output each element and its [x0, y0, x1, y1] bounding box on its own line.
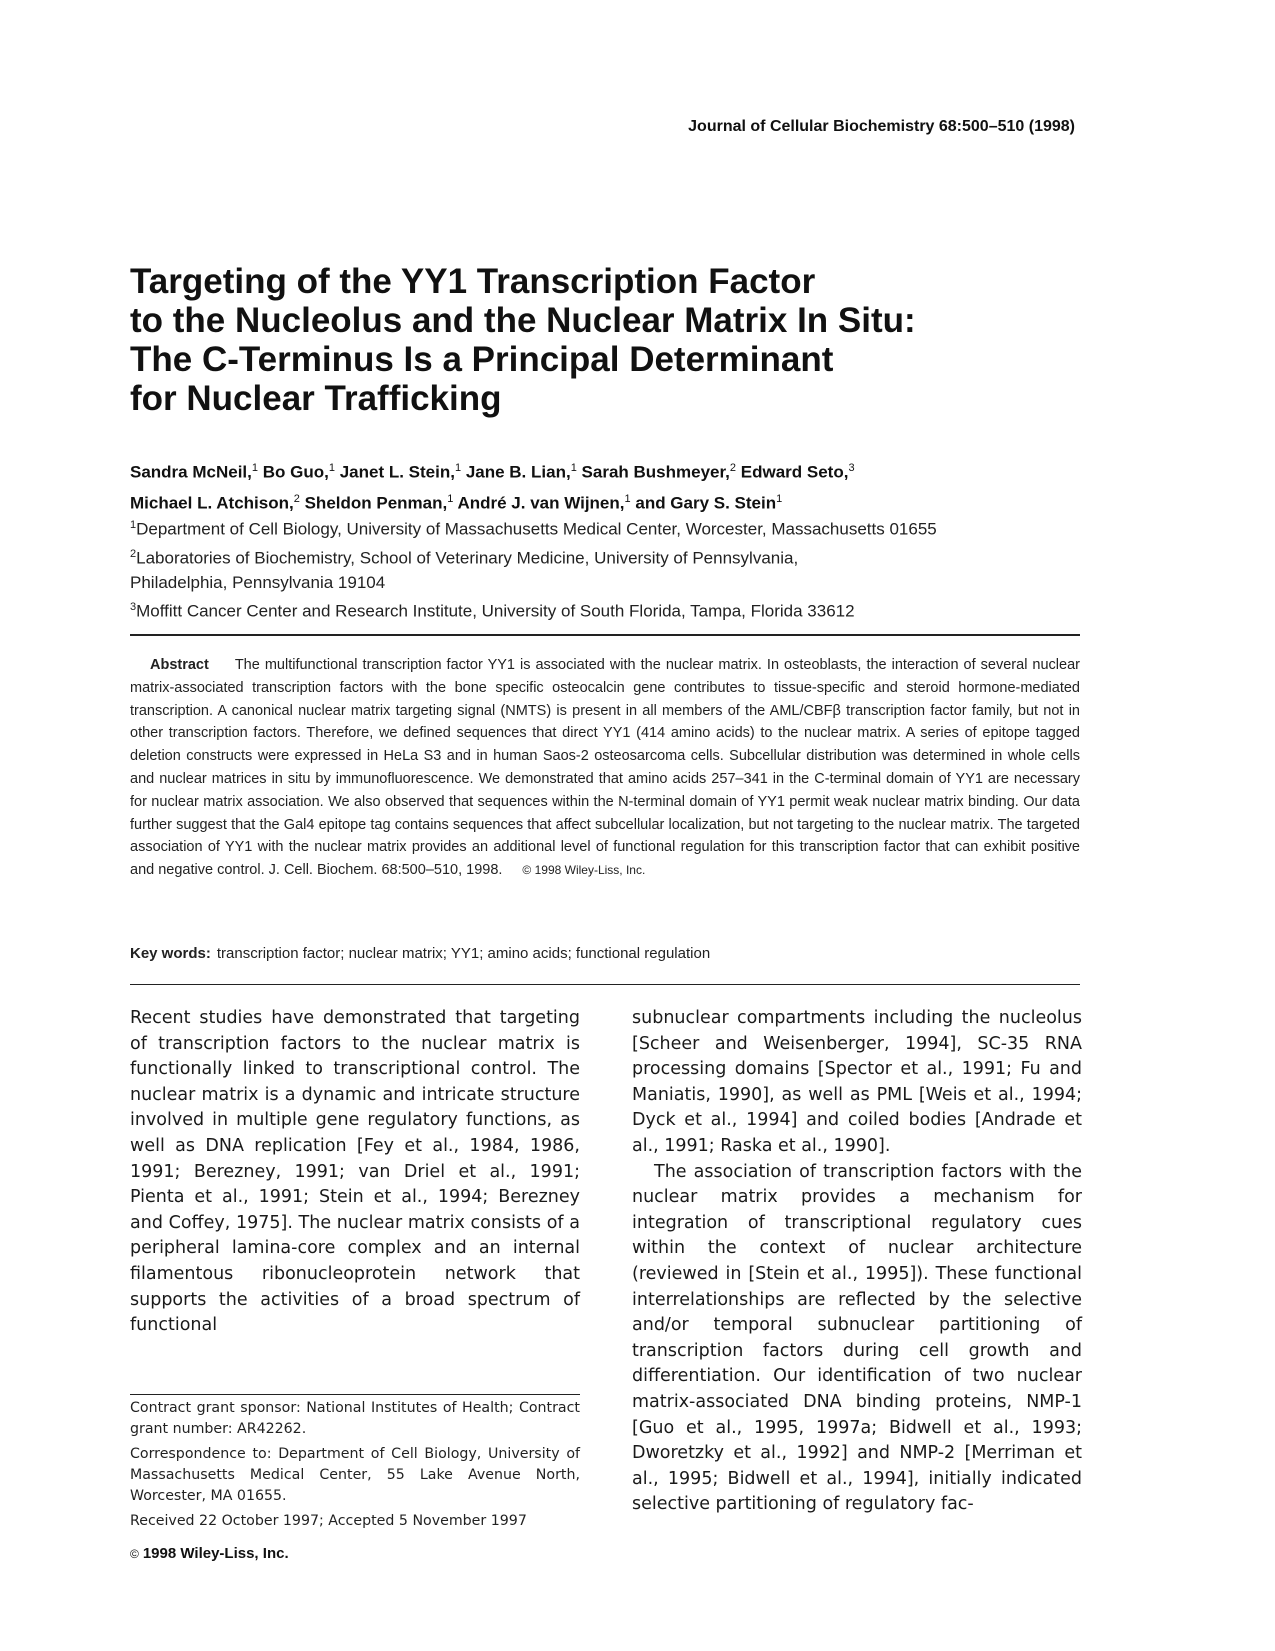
author-name: Bo Guo, [262, 462, 329, 482]
keywords [130, 945, 1080, 962]
affiliation-mark: 3 [848, 462, 855, 474]
affiliation-mark: 1 [251, 462, 258, 474]
abstract [130, 654, 1080, 882]
author-name: Sarah Bushmeyer, [581, 462, 730, 482]
author-name: Janet L. Stein, [339, 462, 455, 482]
journal-citation: Journal of Cellular Biochemistry 68:500–510 (1998) [688, 118, 1075, 135]
affiliation-number: 2 [130, 547, 137, 560]
author-name: Sheldon Penman, [304, 493, 448, 513]
divider-rule [130, 984, 1080, 985]
copyright-text: 1998 Wiley-Liss, Inc. [142, 1545, 289, 1562]
affiliation-line [130, 570, 1090, 595]
affiliation-text: Laboratories of Biochemistry, School of Veterinary Medicine, University of Pennsylvania, [136, 548, 799, 568]
keywords-text: transcription factor; nuclear matrix; YY1; amino acids; functional regulation [216, 945, 711, 962]
affiliation-line [130, 542, 1090, 571]
affiliation-mark: 1 [447, 492, 454, 505]
author-name: Sandra McNeil, [130, 462, 252, 482]
abstract-text: The multifunctional transcription factor YY1 is associated with the nuclear matrix. In osteoblasts, the interaction of several nuclear matrix-associated transcription factors with the bone specific osteocalcin gene contributes to tissue-specific and steroid hormone-mediated transcription. A canonical nuclear matrix targeting signal (NMTS) is present in all members of the AML/CBFβ transcription factor family, but not in other transcription factors. Therefore, we defined sequences that direct YY1 (414 amino acids) to the nuclear matrix. A series of epitope tagged deletion constructs were expressed in HeLa S3 and in human Saos-2 osteosarcoma cells. Subcellular distribution was determined in whole cells and nuclear matrices in situ by immunofluorescence. We demonstrated that amino acids 257–341 in the C-terminal domain of YY1 are necessary for nuclear matrix association. We also observed that sequences within the N-terminal domain of YY1 permit weak nuclear matrix binding. Our data further suggest that the Gal4 epitope tag contains sequences that affect subcellular localization, but not targeting to the nuclear matrix. The targeted association of YY1 with the nuclear matrix provides an additional level of functional regulation for this transcription factor that can exhibit positive and negative control. J. Cell. Biochem. 68:500–510, 1998. [130, 657, 1080, 879]
grant-footnote: Contract grant sponsor: National Institutes of Health; Contract grant number: AR42262. [130, 1400, 580, 1437]
top-rule [130, 634, 1080, 636]
title-line: The C-Terminus Is a Principal Determinant [130, 340, 834, 379]
body-paragraph: The association of transcription factors with the nuclear matrix provides a mechanism for integration of transcriptional regulatory cues within the context of nuclear architecture (reviewed in [Stein et al., 1995]). These functional interrelationships are reflected by the selective and/or temporal subnuclear partitioning of transcription factors during cell growth and differentiation. Our identification of two nuclear matrix-associated DNA binding proteins, NMP-1 [Guo et al., 1995, 1997a; Bidwell et al., 1993; Dworetzky et al., 1992] and NMP-2 [Merriman et al., 1995; Bidwell et al., 1994], initially indicated selective partitioning of regulatory fac- [632, 1161, 1082, 1515]
affiliation-number: 3 [130, 601, 137, 614]
publisher-copyright [130, 1545, 289, 1562]
article-title [130, 262, 1030, 418]
affiliation-mark: 1 [776, 492, 783, 505]
footnote-rule [130, 1394, 580, 1395]
affiliation-mark: 1 [624, 492, 631, 505]
author-name: Michael L. Atchison, [130, 493, 294, 513]
body-paragraph: subnuclear compartments including the nucleolus [Scheer and Weisenberger, 1994], SC-35 RNA processing domains [Spector et al., 1991; Fu and Maniatis, 1990], as well as PML [Weis et al., 1994; Dyck et al., 1994] and coiled bodies [Andrade et al., 1991; Raska et al., 1990]. [632, 1008, 1082, 1156]
author-line [130, 455, 1090, 486]
footnotes [130, 1398, 580, 1536]
author-name: André J. van Wijnen, [457, 493, 625, 513]
affiliation-text: Philadelphia, Pennsylvania 19104 [130, 573, 386, 593]
author-list [130, 455, 1090, 516]
author-line [130, 486, 1090, 517]
title-line: for Nuclear Trafficking [130, 379, 502, 418]
abstract-label: Abstract [150, 657, 209, 673]
affiliation-mark: 1 [570, 462, 577, 474]
affiliation-text: Department of Cell Biology, University of Massachusetts Medical Center, Worcester, Massachusetts 01655 [136, 519, 937, 539]
author-name: Edward Seto, [740, 462, 849, 482]
affiliation-mark: 2 [293, 492, 300, 505]
affiliation-mark: 1 [454, 462, 462, 474]
affiliations [130, 513, 1090, 624]
title-line: to the Nucleolus and the Nuclear Matrix In Situ: [130, 301, 916, 340]
affiliation-line [130, 513, 1090, 542]
author-name: Jane B. Lian, [465, 462, 571, 482]
keywords-label: Key words: [130, 945, 211, 962]
body-column-right [632, 1006, 1082, 1518]
affiliation-number: 1 [130, 519, 137, 531]
affiliation-mark: 2 [729, 462, 737, 474]
author-name: and Gary S. Stein [635, 493, 777, 513]
received-footnote: Received 22 October 1997; Accepted 5 November 1997 [130, 1513, 527, 1529]
affiliation-text: Moffitt Cancer Center and Research Institute, University of South Florida, Tampa, Florida 33612 [136, 601, 855, 621]
copyright-symbol: © [130, 1547, 139, 1561]
abstract-copyright: © 1998 Wiley-Liss, Inc. [522, 863, 646, 878]
body-column-left [130, 1006, 580, 1339]
affiliation-line [130, 595, 1090, 624]
title-line: Targeting of the YY1 Transcription Factor [130, 262, 816, 301]
body-paragraph: Recent studies have demonstrated that targeting of transcription factors to the nuclear matrix is functionally linked to transcriptional control. The nuclear matrix is a dynamic and intricate structure involved in multiple gene regulatory functions, as well as DNA replication [Fey et al., 1984, 1986, 1991; Berezney, 1991; van Driel et al., 1991; Pienta et al., 1991; Stein et al., 1994; Berezney and Coffey, 1975]. The nuclear matrix consists of a peripheral lamina-core complex and an internal filamentous ribonucleoprotein network that supports the activities of a broad spectrum of functional [130, 1008, 580, 1336]
affiliation-mark: 1 [328, 462, 335, 474]
correspondence-footnote: Correspondence to: Department of Cell Biology, University of Massachusetts Medical Center, 55 Lake Avenue North, Worcester, MA 01655. [130, 1446, 580, 1504]
